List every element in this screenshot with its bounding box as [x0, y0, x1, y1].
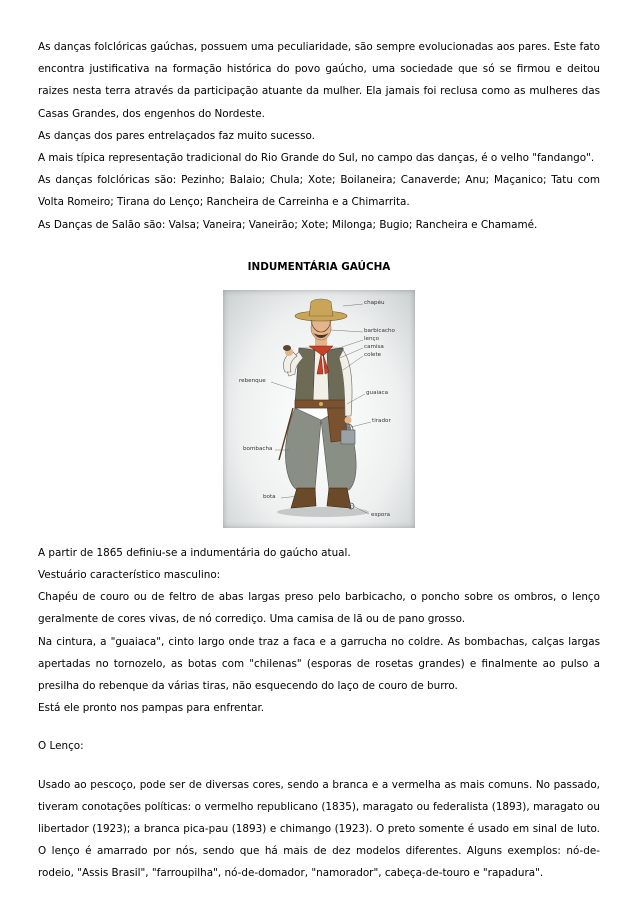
body-paragraph-2: Vestuário característico masculino: [38, 569, 221, 582]
label-espora: espora [371, 511, 391, 518]
intro-paragraph-5: As Danças de Salão são: Valsa; Vaneira; Vaneirão; Xote; Milonga; Bugio; Rancheira e Chamamé. [38, 218, 538, 231]
section-title: INDUMENTÁRIA GAÚCHA [247, 260, 391, 273]
label-bota: bota [263, 493, 276, 500]
label-rebenque: rebenque [239, 377, 266, 384]
intro-paragraph-2: As danças dos pares entrelaçados faz muito sucesso. [38, 129, 315, 142]
lenco-paragraph: Usado ao pescoço, pode ser de diversas cores, sendo a branca e a vermelha as mais comuns. No passado, tiveram conotações políticas: o vermelho republicano (1835), maragato ou federalista (1893), maragato ou libertador (1923); a branca pica-pau (1893) e chimango (1923). O preto somente é usado em sinal de luto. O lenço é amarrado por nós, sendo que há mais de dez modelos diferentes. Alguns exemplos: nó-de-rodeio, "Assis Brasil", "farroupilha", nó-de-domador, "namorador", cabeça-de-touro e "rapadura". [38, 778, 600, 880]
gaucho-drawing [223, 290, 415, 528]
label-tirador: tirador [372, 417, 391, 424]
label-guaiaca: guaiaca [366, 389, 389, 396]
figure-container [38, 290, 600, 528]
label-chapeu: chapéu [364, 299, 385, 306]
gaucho-illustration [223, 290, 415, 528]
label-barbicacho: barbicacho [364, 327, 395, 334]
label-colete: colete [364, 351, 382, 358]
intro-paragraph-3: A mais típica representação tradicional do Rio Grande do Sul, no campo das danças, é o velho "fandango". [38, 152, 595, 165]
body-paragraph-3: Chapéu de couro ou de feltro de abas largas preso pelo barbicacho, o poncho sobre os ombros, o lenço geralmente de cores vivas, de nó corrediço. Uma camisa de lã ou de pano grosso. [38, 591, 600, 626]
body-paragraph-4: Na cintura, a "guaiaca", cinto largo onde traz a faca e a garrucha no coldre. As bombachas, calças largas apertadas no tornozelo, as botas com "chilenas" (esporas de rosetas grandes) e finalmente ao pulso a presilha do rebenque da várias tiras, não esquecendo do laço de couro de burro. [38, 635, 600, 693]
body-paragraph-5: Está ele pronto nos pampas para enfrentar. [38, 702, 265, 715]
intro-paragraph-4: As danças folclóricas são: Pezinho; Balaio; Chula; Xote; Boilaneira; Canaverde; Anu; Maçanico; Tatu com Volta Romeiro; Tirana do Lenço; Rancheira de Carreinha e a Chimarrita. [38, 174, 600, 209]
label-lenco: lenço [364, 335, 380, 342]
intro-paragraph-1: As danças folclóricas gaúchas, possuem uma peculiaridade, são sempre evolucionadas aos pares. Este fato encontra justificativa na formação histórica do povo gaúcho, uma sociedade que só se firmou e deitou raizes nesta terra através da participação atuante da mulher. Ela jamais foi reclusa como as mulheres das Casas Grandes, dos engenhos do Nordeste. [38, 41, 600, 120]
label-camisa: camisa [364, 343, 384, 350]
label-bombacha: bombacha [243, 445, 273, 452]
body-paragraph-1: A partir de 1865 definiu-se a indumentária do gaúcho atual. [38, 546, 351, 559]
lenco-heading: O Lenço: [38, 740, 84, 753]
